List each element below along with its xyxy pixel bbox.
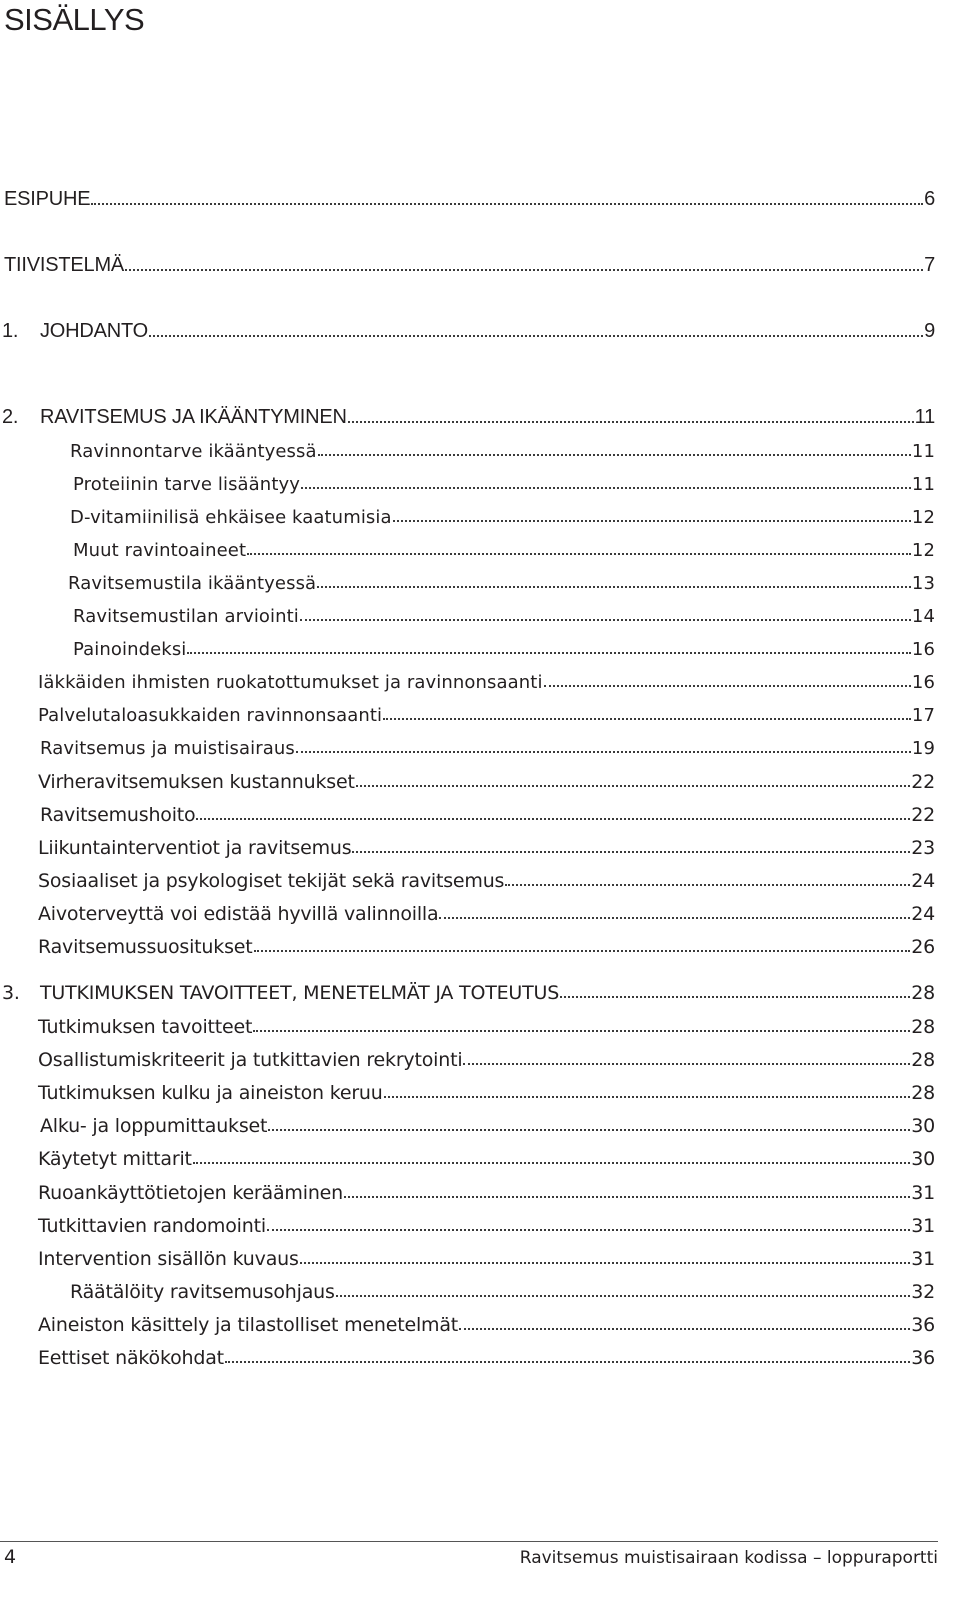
toc-entry-label: Käytetyt mittarit xyxy=(38,1148,192,1170)
toc-entry-page: 36 xyxy=(911,1314,935,1336)
toc-entry[interactable] xyxy=(0,315,935,343)
toc-entry[interactable] xyxy=(38,1176,935,1204)
toc-entry-page: 7 xyxy=(924,254,935,276)
toc-entry-label: Ravitsemushoito xyxy=(40,804,196,826)
toc-entry-page: 28 xyxy=(911,982,935,1004)
toc-entry-page: 16 xyxy=(911,639,935,660)
toc-entry[interactable] xyxy=(38,1076,935,1104)
toc-entry-page: 14 xyxy=(911,606,935,627)
toc-entry-number: 1. xyxy=(2,320,19,342)
toc-entry[interactable] xyxy=(73,632,935,660)
dot-leader xyxy=(187,652,910,654)
toc-entry[interactable] xyxy=(70,500,935,528)
toc-entry[interactable] xyxy=(70,1275,935,1303)
toc-entry-label: Sosiaaliset ja psykologiset tekijät sekä ravitsemus xyxy=(38,870,505,892)
toc-entry[interactable] xyxy=(4,183,935,211)
dot-leader xyxy=(196,818,910,820)
dot-leader xyxy=(383,718,911,720)
toc-entry-number: 2. xyxy=(2,406,19,428)
toc-entry-page: 11 xyxy=(911,441,935,462)
toc-entry[interactable] xyxy=(38,1043,935,1071)
toc-entry-label: RAVITSEMUS JA IKÄÄNTYMINEN xyxy=(40,406,347,428)
toc-entry[interactable] xyxy=(73,533,935,561)
toc-entry-label: Aivoterveyttä voi edistää hyvillä valinnoilla xyxy=(38,903,439,925)
toc-entry-label: Ravitsemussuositukset xyxy=(38,936,253,958)
toc-entry[interactable] xyxy=(38,665,935,693)
page-title: SISÄLLYS xyxy=(4,2,145,37)
toc-entry-label: Ravitsemus ja muistisairaus xyxy=(40,738,295,759)
toc-entry[interactable] xyxy=(73,467,935,495)
toc-entry-label: D-vitamiinilisä ehkäisee kaatumisia xyxy=(70,507,392,528)
toc-entry-page: 26 xyxy=(911,936,935,958)
toc-entry[interactable] xyxy=(68,566,935,594)
dot-leader xyxy=(459,1328,910,1330)
toc-entry-page: 28 xyxy=(911,1016,935,1038)
toc-entry[interactable] xyxy=(38,698,935,726)
dot-leader xyxy=(393,520,911,522)
toc-entry[interactable] xyxy=(38,1242,935,1270)
toc-entry-number: 3. xyxy=(2,982,20,1004)
toc-entry-page: 28 xyxy=(911,1049,935,1071)
toc-entry[interactable] xyxy=(70,434,935,462)
toc-entry-label: TUTKIMUKSEN TAVOITTEET, MENETELMÄT JA TOTEUTUS xyxy=(40,982,560,1004)
toc-entry-page: 31 xyxy=(911,1182,935,1204)
toc-entry-page: 16 xyxy=(911,672,935,693)
dot-leader xyxy=(384,1096,911,1098)
toc-entry-page: 30 xyxy=(911,1148,935,1170)
toc-entry-page: 36 xyxy=(911,1347,935,1369)
toc-entry-label: Aineiston käsittely ja tilastolliset menetelmät xyxy=(38,1314,459,1336)
toc-entry[interactable] xyxy=(40,798,935,826)
footer-publication-title: Ravitsemus muistisairaan kodissa – loppuraportti xyxy=(519,1548,938,1568)
toc-entry-label: Ravitsemustila ikääntyessä xyxy=(68,573,317,594)
toc-entry[interactable] xyxy=(38,1341,935,1369)
dot-leader xyxy=(356,785,910,787)
dot-leader xyxy=(344,1196,910,1198)
dot-leader xyxy=(267,1229,910,1231)
footer-page-number: 4 xyxy=(4,1546,17,1568)
toc-entry[interactable] xyxy=(38,1142,935,1170)
toc-entry[interactable] xyxy=(40,1109,935,1137)
toc-entry-label: TIIVISTELMÄ xyxy=(4,254,125,276)
toc-entry-label: Osallistumiskriteerit ja tutkittavien rekrytointi xyxy=(38,1049,463,1071)
toc-entry[interactable] xyxy=(38,1308,935,1336)
dot-leader xyxy=(300,619,911,621)
toc-entry-page: 32 xyxy=(911,1281,935,1303)
dot-leader xyxy=(247,553,911,555)
toc-entry-page: 22 xyxy=(911,804,935,826)
toc-entry[interactable] xyxy=(4,249,935,277)
dot-leader xyxy=(253,1030,910,1032)
dot-leader xyxy=(301,487,911,489)
dot-leader xyxy=(125,269,923,271)
toc-entry-page: 22 xyxy=(911,771,935,793)
toc-entry-label: Tutkimuksen tavoitteet xyxy=(38,1016,253,1038)
toc-entry-page: 11 xyxy=(911,474,935,495)
dot-leader xyxy=(317,586,911,588)
toc-entry[interactable] xyxy=(38,897,935,925)
dot-leader xyxy=(336,1295,911,1297)
toc-entry-page: 31 xyxy=(911,1215,935,1237)
toc-entry-label: Virheravitsemuksen kustannukset xyxy=(38,771,355,793)
toc-entry-label: Alku- ja loppumittaukset xyxy=(40,1115,268,1137)
toc-entry-page: 24 xyxy=(911,870,935,892)
dot-leader xyxy=(91,203,923,205)
dot-leader xyxy=(225,1361,910,1363)
toc-entry-page: 23 xyxy=(911,837,935,859)
toc-entry-page: 17 xyxy=(911,705,935,726)
toc-entry-page: 9 xyxy=(924,320,935,342)
dot-leader xyxy=(348,421,914,423)
dot-leader xyxy=(560,996,910,998)
toc-entry-page: 19 xyxy=(911,738,935,759)
toc-entry-label: JOHDANTO xyxy=(40,320,149,342)
dot-leader xyxy=(318,454,911,456)
toc-entry-label: Intervention sisällön kuvaus xyxy=(38,1248,299,1270)
toc-entry[interactable] xyxy=(38,864,935,892)
toc-entry[interactable] xyxy=(38,1209,935,1237)
toc-entry-label: Palvelutaloasukkaiden ravinnonsaanti xyxy=(38,705,383,726)
dot-leader xyxy=(254,950,911,952)
toc-entry-page: 12 xyxy=(911,507,935,528)
toc-entry-page: 13 xyxy=(911,573,935,594)
dot-leader xyxy=(149,335,923,337)
toc-entry-label: Ravinnontarve ikääntyessä xyxy=(70,441,317,462)
toc-entry-label: Liikuntainterventiot ja ravitsemus xyxy=(38,837,352,859)
dot-leader xyxy=(505,884,910,886)
toc-entry[interactable] xyxy=(73,599,935,627)
toc-entry-page: 6 xyxy=(924,188,935,210)
toc-entry-label: Painoindeksi xyxy=(73,639,187,660)
toc-entry-label: Iäkkäiden ihmisten ruokatottumukset ja ravinnonsaanti xyxy=(38,672,543,693)
toc-entry-page: 11 xyxy=(914,406,935,428)
toc-entry-label: Tutkimuksen kulku ja aineiston keruu xyxy=(38,1082,383,1104)
toc-entry-page: 24 xyxy=(911,903,935,925)
toc-entry[interactable] xyxy=(38,831,935,859)
toc-entry-label: Ravitsemustilan arviointi xyxy=(73,606,299,627)
toc-entry-label: Tutkittavien randomointi xyxy=(38,1215,266,1237)
toc-entry-page: 31 xyxy=(911,1248,935,1270)
toc-entry[interactable] xyxy=(40,731,935,759)
dot-leader xyxy=(193,1162,910,1164)
toc-entry-label: Muut ravintoaineet xyxy=(73,540,247,561)
toc-entry[interactable] xyxy=(0,976,935,1004)
dot-leader xyxy=(300,1262,911,1264)
dot-leader xyxy=(296,751,911,753)
dot-leader xyxy=(544,685,911,687)
toc-entry[interactable] xyxy=(0,401,935,429)
dot-leader xyxy=(463,1063,910,1065)
dot-leader xyxy=(268,1129,910,1131)
toc-entry-label: Eettiset näkökohdat xyxy=(38,1347,224,1369)
toc-entry[interactable] xyxy=(38,765,935,793)
toc-entry-page: 12 xyxy=(911,540,935,561)
toc-entry-page: 30 xyxy=(911,1115,935,1137)
toc-entry[interactable] xyxy=(38,1010,935,1038)
toc-entry-page: 28 xyxy=(911,1082,935,1104)
toc-entry-label: Proteiinin tarve lisääntyy xyxy=(73,474,300,495)
dot-leader xyxy=(352,851,910,853)
toc-entry[interactable] xyxy=(38,930,935,958)
footer-divider xyxy=(0,1541,938,1542)
dot-leader xyxy=(439,917,910,919)
toc-entry-label: ESIPUHE xyxy=(4,188,91,210)
toc-entry-label: Ruoankäyttötietojen kerääminen xyxy=(38,1182,343,1204)
toc-entry-label: Räätälöity ravitsemusohjaus xyxy=(70,1281,335,1303)
